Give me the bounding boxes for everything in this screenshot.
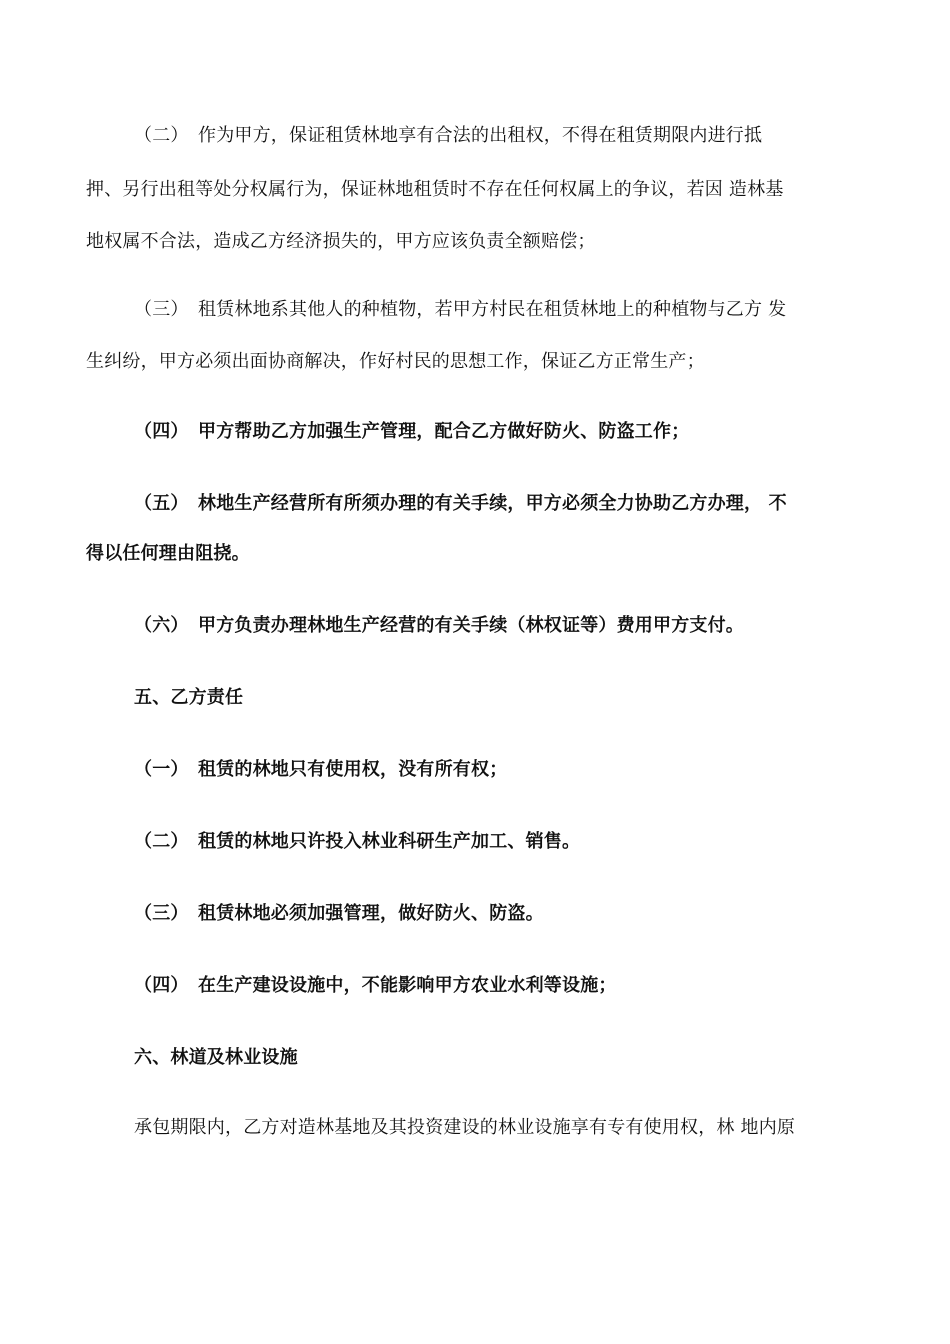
item-text: 租赁的林地只有使用权，没有所有权； xyxy=(198,759,508,780)
item-text: 租赁林地必须加强管理，做好防火、防盗。 xyxy=(198,903,544,924)
paragraph-text: 作为甲方，保证租赁林地享有合法的出租权，不得在租赁期限内进行抵 xyxy=(198,125,763,146)
section-5-item-4 xyxy=(134,974,876,998)
item-text: 租赁的林地只许投入林业科研生产加工、销售。 xyxy=(198,831,581,852)
item-number: （二） xyxy=(134,831,189,852)
paragraph-5-line-1 xyxy=(134,492,876,516)
section-6-line-1: 承包期限内，乙方对造林基地及其投资建设的林业设施享有专有使用权，林 地内原 xyxy=(134,1117,796,1138)
item-number: （四） xyxy=(134,975,189,996)
paragraph-3-line-2: 生纠纷，甲方必须出面协商解决，作好村民的思想工作，保证乙方正常生产； xyxy=(86,351,705,372)
item-number: （二） xyxy=(134,125,189,146)
section-5-item-3 xyxy=(134,902,876,926)
section-5-heading: 五、乙方责任 xyxy=(134,687,244,708)
paragraph-2-line-2: 押、另行出租等处分权属行为，保证林地租赁时不存在任何权属上的争议，若因 造林基 xyxy=(86,179,784,200)
paragraph-text: 林地生产经营所有所须办理的有关手续，甲方必须全力协助乙方办理， 不 xyxy=(198,493,787,514)
item-number: （五） xyxy=(134,493,189,514)
paragraph-2-line-1 xyxy=(134,124,876,148)
item-number: （三） xyxy=(134,903,189,924)
section-5-item-1 xyxy=(134,758,876,782)
item-number: （一） xyxy=(134,759,189,780)
item-number: （三） xyxy=(134,299,189,320)
item-number: （六） xyxy=(134,615,189,636)
paragraph-text: 甲方帮助乙方加强生产管理，配合乙方做好防火、防盗工作； xyxy=(198,421,690,442)
paragraph-text: 租赁林地系其他人的种植物，若甲方村民在租赁林地上的种植物与乙方 发 xyxy=(198,299,787,320)
paragraph-4 xyxy=(134,420,876,444)
paragraph-text: 甲方负责办理林地生产经营的有关手续（林权证等）费用甲方支付。 xyxy=(198,615,744,636)
item-text: 在生产建设设施中，不能影响甲方农业水利等设施； xyxy=(198,975,617,996)
item-number: （四） xyxy=(134,421,189,442)
paragraph-6 xyxy=(134,614,876,638)
section-6-heading: 六、林道及林业设施 xyxy=(134,1047,298,1068)
paragraph-5-line-2: 得以任何理由阻挠。 xyxy=(86,543,250,564)
paragraph-3-line-1 xyxy=(134,298,876,322)
paragraph-2-line-3: 地权属不合法，造成乙方经济损失的，甲方应该负责全额赔偿； xyxy=(86,231,596,252)
section-5-item-2 xyxy=(134,830,876,854)
